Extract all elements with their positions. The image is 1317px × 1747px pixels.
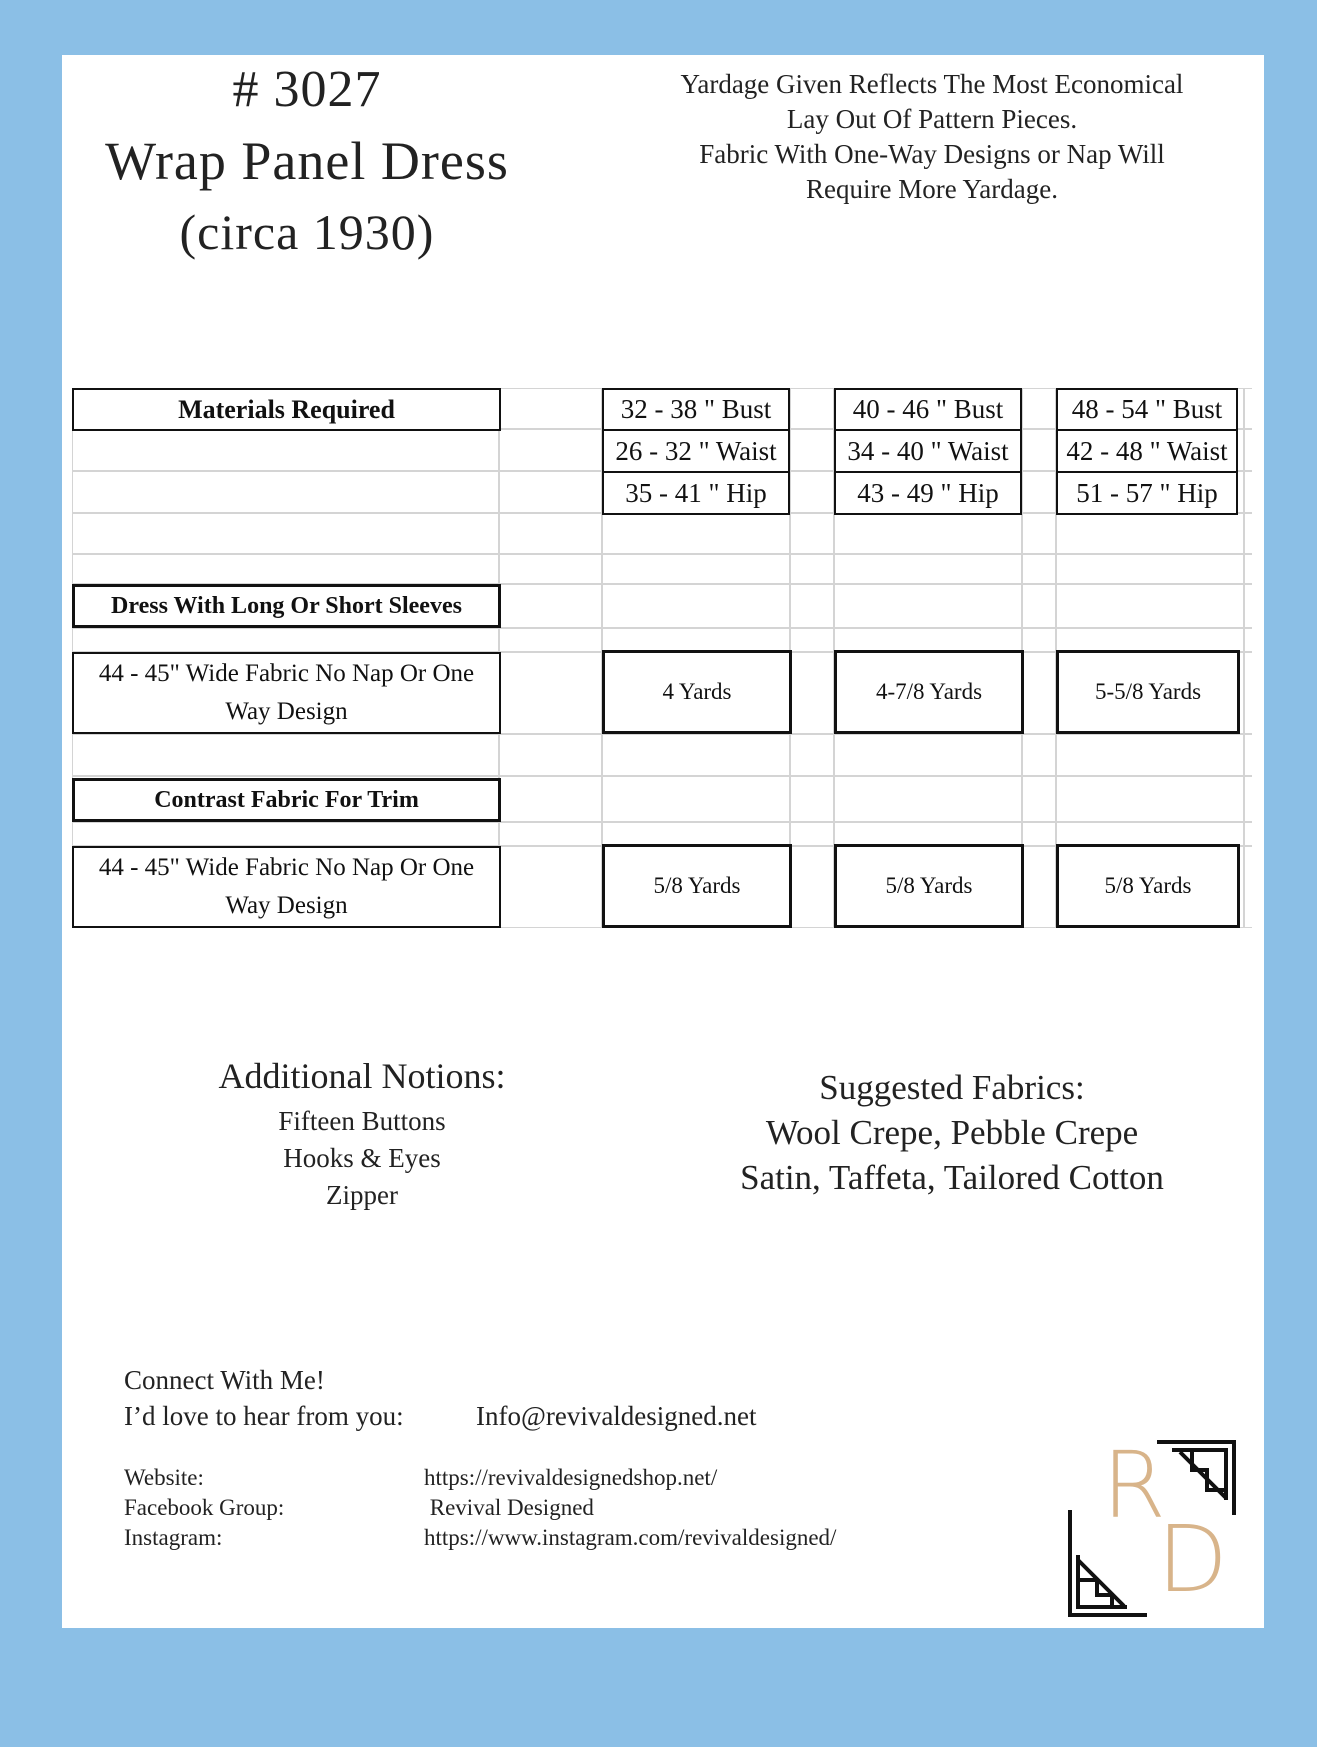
pattern-sheet <box>62 55 1264 1628</box>
pattern-era: (circa 1930) <box>179 204 435 260</box>
size-3-waist: 42 - 48 " Waist <box>1056 429 1238 473</box>
contact-prompt: I’d love to hear from you: <box>124 1401 404 1431</box>
instagram-label: Instagram: <box>124 1525 223 1550</box>
row-label-contrast-fabric: 44 - 45" Wide Fabric No Nap Or One Way Design <box>72 846 501 928</box>
row-label-dress-fabric: 44 - 45" Wide Fabric No Nap Or One Way Design <box>72 652 501 734</box>
section-heading-dress: Dress With Long Or Short Sleeves <box>72 584 501 628</box>
size-1-hip: 35 - 41 " Hip <box>602 471 790 515</box>
size-2-waist: 34 - 40 " Waist <box>834 429 1022 473</box>
yardage-note-line: Lay Out Of Pattern Pieces. <box>786 104 1078 134</box>
fabric-line: Wool Crepe, Pebble Crepe <box>765 1113 1139 1152</box>
notion-item: Zipper <box>326 1180 398 1210</box>
yardage-contrast-size-1: 5/8 Yards <box>602 844 792 928</box>
logo-letter-d: D <box>1157 1506 1228 1613</box>
contact-email-link[interactable]: Info@revivaldesigned.net <box>476 1401 757 1431</box>
notions-heading: Additional Notions: <box>218 1056 506 1096</box>
yardage-note-line: Require More Yardage. <box>806 174 1058 204</box>
fabric-line: Satin, Taffeta, Tailored Cotton <box>740 1158 1164 1197</box>
size-3-hip: 51 - 57 " Hip <box>1056 471 1238 515</box>
fabrics-heading: Suggested Fabrics: <box>819 1068 1085 1107</box>
pattern-number: # 3027 <box>232 61 382 118</box>
size-1-waist: 26 - 32 " Waist <box>602 429 790 473</box>
website-link[interactable]: https://revivaldesignedshop.net/ <box>424 1465 718 1490</box>
yardage-note-line: Yardage Given Reflects The Most Economical <box>680 69 1184 99</box>
notion-item: Hooks & Eyes <box>283 1143 441 1173</box>
size-2-hip: 43 - 49 " Hip <box>834 471 1022 515</box>
size-1-bust: 32 - 38 " Bust <box>602 388 790 431</box>
connect-heading: Connect With Me! <box>124 1365 325 1395</box>
yardage-dress-size-2: 4-7/8 Yards <box>834 650 1024 734</box>
yardage-contrast-size-3: 5/8 Yards <box>1056 844 1240 928</box>
logo-letter-r: R <box>1102 1432 1166 1539</box>
facebook-link[interactable]: Revival Designed <box>424 1495 594 1520</box>
notion-item: Fifteen Buttons <box>278 1106 446 1136</box>
section-heading-contrast: Contrast Fabric For Trim <box>72 778 501 822</box>
website-label: Website: <box>124 1465 204 1490</box>
revival-designed-logo <box>1052 1430 1252 1634</box>
yardage-dress-size-1: 4 Yards <box>602 650 792 734</box>
yardage-note-line: Fabric With One-Way Designs or Nap Will <box>699 139 1165 169</box>
size-3-bust: 48 - 54 " Bust <box>1056 388 1238 431</box>
additional-notions <box>152 1055 572 1214</box>
pattern-title: Wrap Panel Dress <box>105 131 509 191</box>
instagram-link[interactable]: https://www.instagram.com/revivaldesigned/ <box>424 1525 837 1550</box>
yardage-note <box>642 67 1222 207</box>
yardage-contrast-size-2: 5/8 Yards <box>834 844 1024 928</box>
yardage-dress-size-3: 5-5/8 Yards <box>1056 650 1240 734</box>
materials-required-header: Materials Required <box>72 388 501 431</box>
size-2-bust: 40 - 46 " Bust <box>834 388 1022 431</box>
facebook-label: Facebook Group: <box>124 1495 285 1520</box>
suggested-fabrics <box>682 1065 1222 1200</box>
